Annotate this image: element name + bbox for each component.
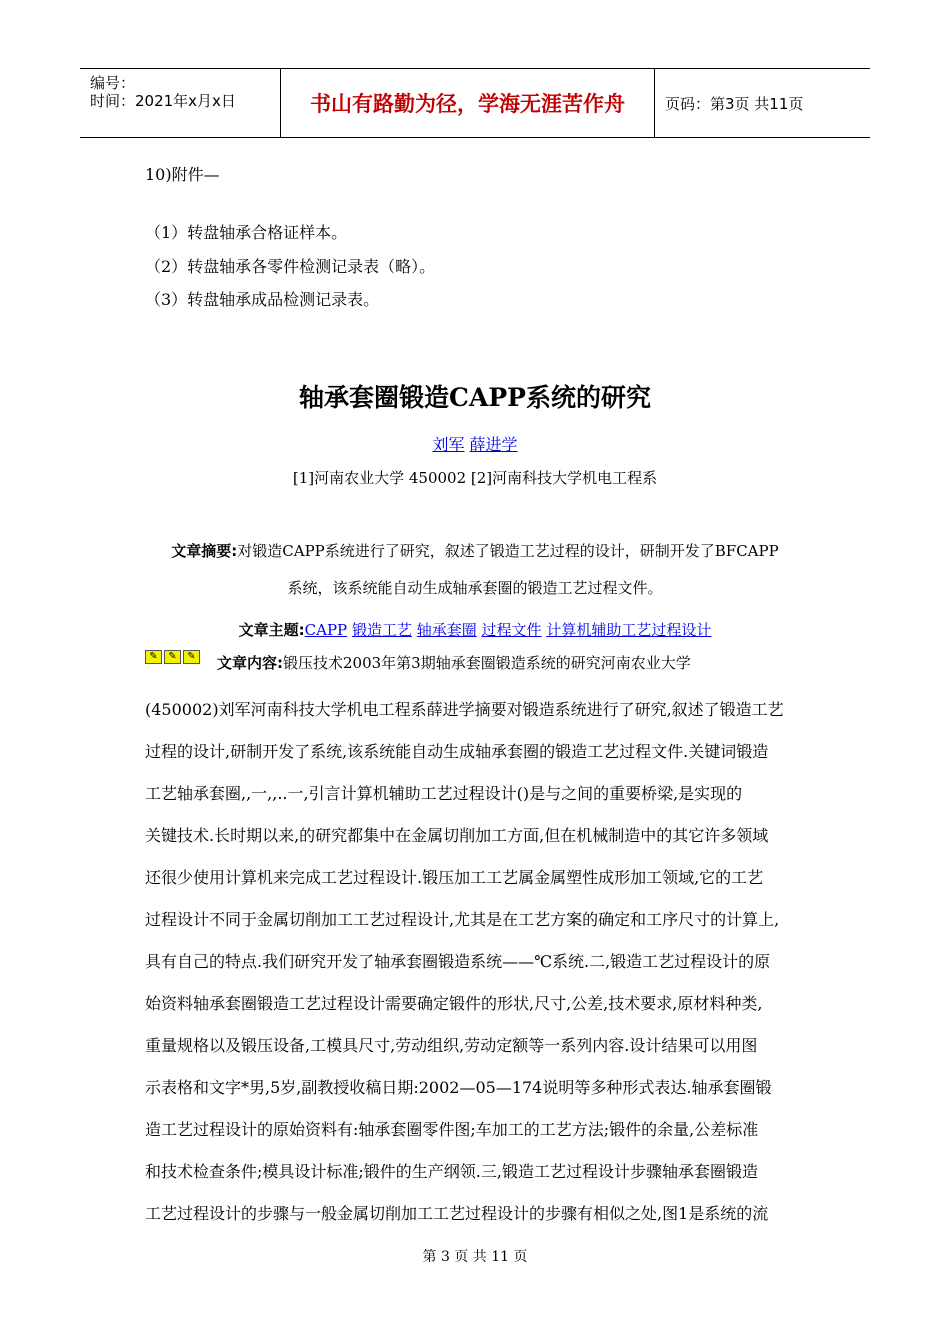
content-line: 过程的设计,研制开发了系统,该系统能自动生成轴承套圈的锻造工艺过程文件.关键词锻造 — [145, 742, 769, 761]
content-line: 具有自己的特点.我们研究开发了轴承套圈锻造系统——℃系统.二,锻造工艺过程设计的原 — [145, 952, 771, 971]
attachment-item: （3）转盘轴承成品检测记录表。 — [145, 290, 380, 309]
attachments-heading: 10)附件— — [145, 165, 220, 184]
author-link[interactable]: 刘军 — [432, 435, 465, 454]
header-meta — [80, 69, 280, 137]
article-title: 轴承套圈锻造CAPP系统的研究 — [299, 383, 651, 412]
content-line: 重量规格以及锻压设备,工模具尺寸,劳动组织,劳动定额等一系列内容.设计结果可以用图 — [145, 1036, 758, 1055]
content-line: 过程设计不同于金属切削加工工艺过程设计,尤其是在工艺方案的确定和工序尺寸的计算上, — [145, 910, 780, 929]
attachment-item: （2）转盘轴承各零件检测记录表（略）。 — [145, 257, 436, 276]
topic-link[interactable]: CAPP — [304, 621, 348, 639]
attachment-item: （1）转盘轴承合格证样本。 — [145, 223, 348, 242]
topic-link[interactable]: 过程文件 — [481, 621, 542, 639]
topic-link[interactable]: 计算机辅助工艺过程设计 — [546, 621, 712, 639]
abstract-label: 文章摘要: — [171, 542, 238, 560]
content-label: 文章内容: — [217, 654, 283, 672]
page-header — [80, 68, 870, 138]
content-line: 和技术检查条件;模具设计标准;锻件的生产纲领.三,锻造工艺过程设计步骤轴承套圈锻造 — [145, 1162, 758, 1181]
content-line: 还很少使用计算机来完成工艺过程设计.锻压加工工艺属金属塑性成形加工领域,它的工艺 — [145, 868, 764, 887]
content-first-line: 文章内容:锻压技术2003年第3期轴承套圈锻造系统的研究河南农业大学 — [217, 654, 691, 672]
topics — [0, 619, 950, 640]
number-label: 编号： — [90, 74, 136, 92]
pencil-icon: ✎ — [183, 650, 200, 664]
header-page-info: 页码：第3页 共11页 — [665, 94, 804, 113]
pencil-icon: ✎ — [145, 650, 162, 664]
author-link[interactable]: 薛进学 — [469, 435, 518, 454]
header-motto: 书山有路勤为径，学海无涯苦作舟 — [310, 92, 625, 116]
abstract-line — [0, 540, 950, 561]
topic-link[interactable]: 锻造工艺 — [351, 621, 412, 639]
content-line: 关键技术.长时期以来,的研究都集中在金属切削加工方面,但在机械制造中的其它许多领域 — [145, 826, 769, 845]
pencil-icon: ✎ — [164, 650, 181, 664]
content-line: (450002)刘军河南科技大学机电工程系薛进学摘要对锻造系统进行了研究,叙述了锻造工艺 — [145, 700, 784, 719]
page-footer: 第 3 页 共 11 页 — [422, 1249, 528, 1265]
content-line: 工艺过程设计的步骤与一般金属切削加工工艺过程设计的步骤有相似之处,图1是系统的流 — [145, 1204, 769, 1223]
topic-link[interactable]: 轴承套圈 — [416, 621, 477, 639]
topics-label: 文章主题: — [238, 621, 305, 639]
content-line: 造工艺过程设计的原始资料有:轴承套圈零件图;车加工的工艺方法;锻件的余量,公差标准 — [145, 1120, 759, 1139]
abstract-text: 系统，该系统能自动生成轴承套圈的锻造工艺过程文件。 — [287, 579, 663, 597]
affiliation: [1]河南农业大学 450002 [2]河南科技大学机电工程系 — [292, 469, 658, 487]
rating-icons — [145, 650, 200, 664]
abstract-text: 对锻造CAPP系统进行了研究，叙述了锻造工艺过程的设计，研制开发了BFCAPP — [237, 542, 779, 560]
content-line: 始资料轴承套圈锻造工艺过程设计需要确定锻件的形状,尺寸,公差,技术要求,原材料种类, — [145, 994, 763, 1013]
authors — [0, 432, 950, 455]
content-line: 工艺轴承套圈,,一,,..一,引言计算机辅助工艺过程设计()是与之间的重要桥梁,是实现的 — [145, 784, 743, 803]
header-divider — [654, 69, 655, 137]
time-label: 时间：2021年x月x日 — [90, 92, 236, 110]
content-line: 示表格和文字*男,5岁,副教授收稿日期:2002—05—174说明等多种形式表达.轴承套圈锻 — [145, 1078, 772, 1097]
